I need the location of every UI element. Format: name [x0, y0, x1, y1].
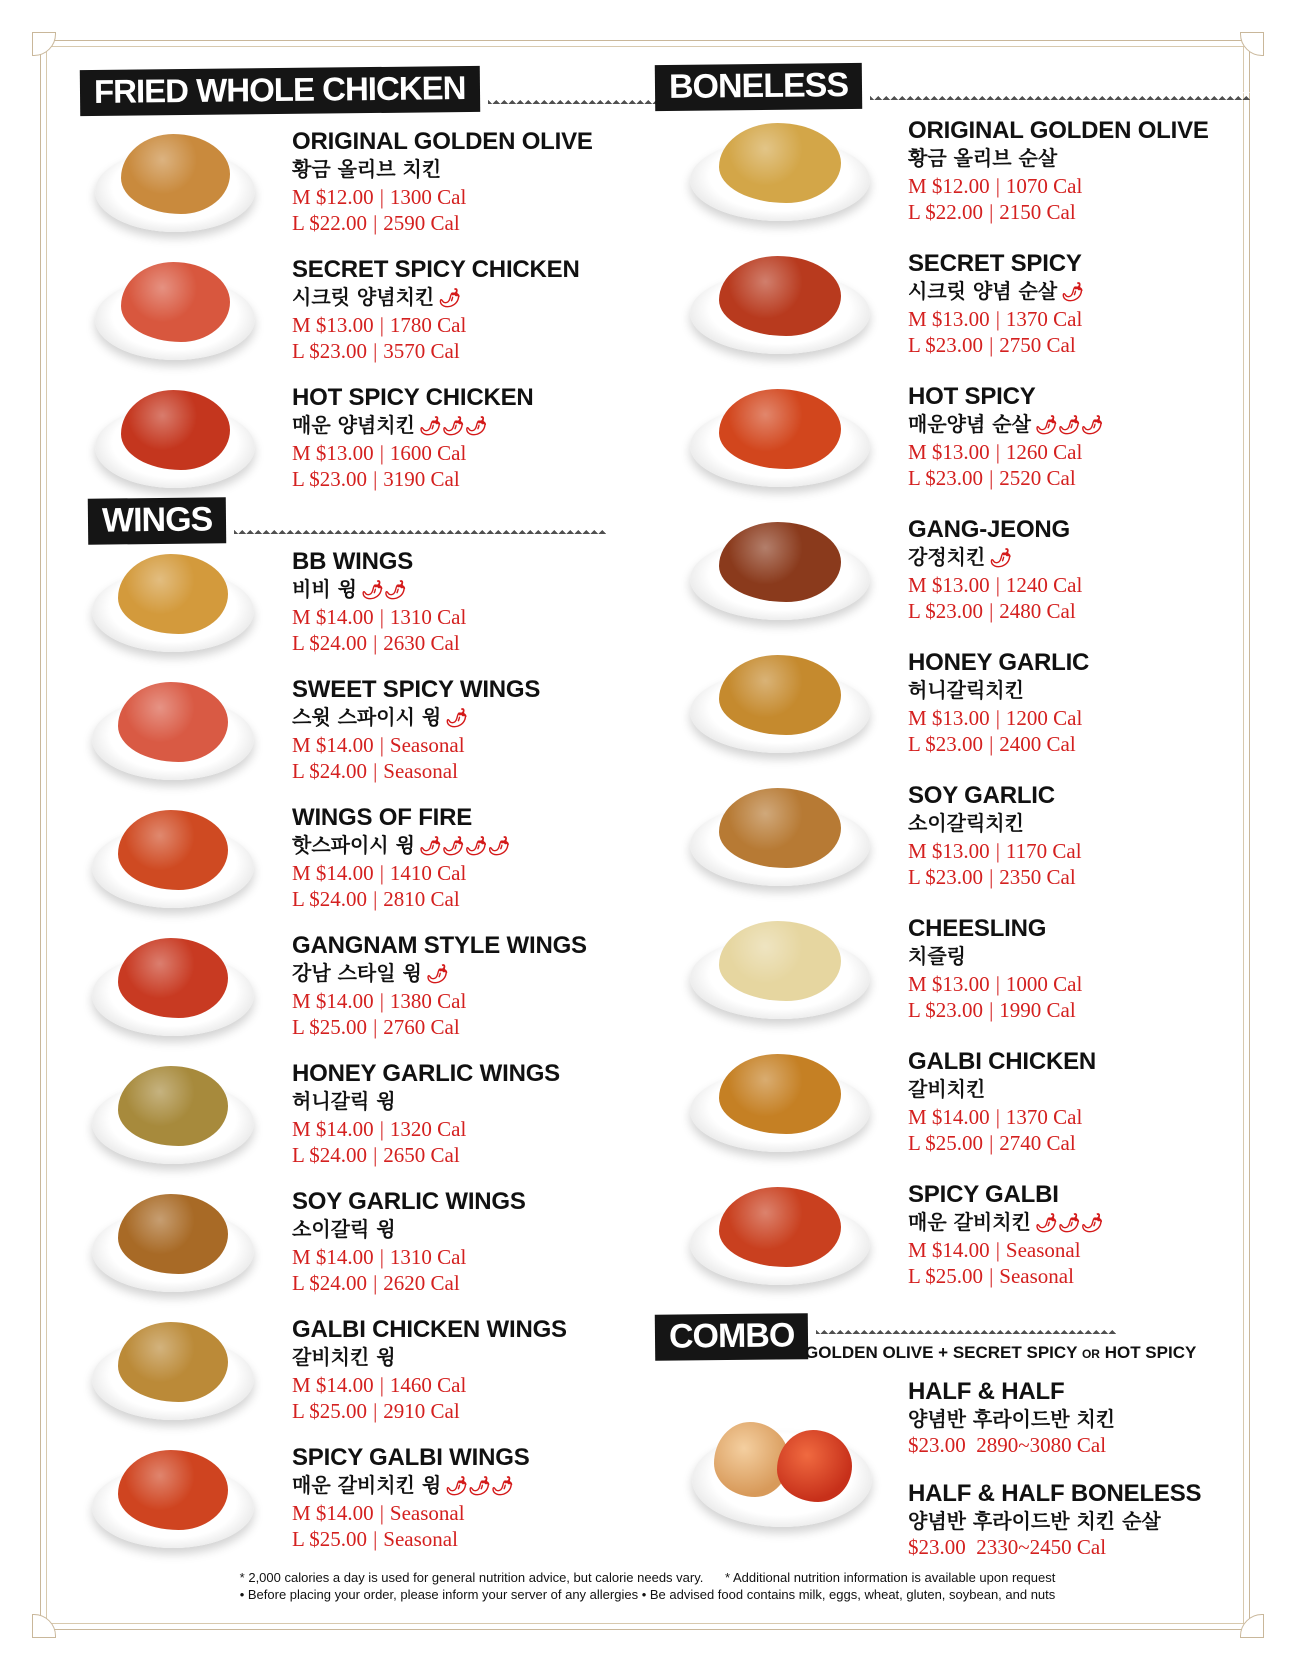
korean-name-text: 황금 올리브 치킨 — [292, 157, 442, 181]
price-value: M $13.00 — [908, 573, 990, 597]
item-korean-name — [908, 145, 1209, 173]
price-value: L $23.00 — [908, 865, 984, 889]
boneless-item — [908, 915, 1082, 1023]
korean-name-text: 치즐링 — [908, 944, 966, 968]
price-value: L $24.00 — [292, 631, 368, 655]
calorie-value: 3570 Cal — [383, 339, 460, 363]
section-title: WINGS — [88, 497, 227, 544]
item-korean-name — [292, 156, 593, 184]
korean-name-text: 소이갈릭치킨 — [908, 811, 1024, 835]
chili-pepper-icon: 🌶🌶🌶 — [445, 1476, 514, 1497]
wing-item — [292, 1060, 560, 1168]
item-name: SECRET SPICY — [908, 250, 1082, 277]
price-value: M $14.00 — [292, 861, 374, 885]
fried-item — [292, 256, 580, 364]
price-value: $23.00 — [908, 1535, 966, 1559]
boneless-item — [908, 1048, 1096, 1156]
item-korean-name — [292, 1088, 560, 1116]
item-name: SWEET SPICY WINGS — [292, 676, 541, 703]
price-value: M $14.00 — [908, 1105, 990, 1129]
calorie-value: 1780 Cal — [389, 313, 467, 337]
combo-item-half-half — [908, 1378, 1115, 1458]
item-korean-name — [292, 704, 540, 732]
price-value: M $13.00 — [908, 706, 990, 730]
item-name: BB WINGS — [292, 548, 414, 575]
section-title: BONELESS — [655, 63, 863, 111]
korean-name-text: 허니갈릭치킨 — [908, 678, 1024, 702]
korean-name-text: 핫스파이시 윙 — [292, 833, 415, 857]
wing-photo — [92, 1448, 254, 1548]
item-price-medium: M $14.00 | 1310 Cal — [292, 1245, 467, 1269]
item-korean-name — [292, 1216, 526, 1244]
item-price-medium: M $14.00 | 1310 Cal — [292, 605, 467, 629]
fried-item — [292, 384, 534, 492]
calorie-value: Seasonal — [1005, 1238, 1081, 1262]
item-price-large: L $25.00 | Seasonal — [908, 1264, 1074, 1288]
item-price-medium: M $13.00 | 1170 Cal — [908, 839, 1082, 863]
item-name: WINGS OF FIRE — [292, 804, 473, 831]
footer-note-1 — [0, 1570, 1295, 1586]
boneless-photo — [690, 919, 870, 1019]
fried-photo — [95, 132, 255, 232]
price-value: L $23.00 — [908, 466, 984, 490]
boneless-photo — [690, 121, 870, 221]
chili-pepper-icon: 🌶🌶🌶🌶 — [418, 836, 511, 857]
item-price-large: L $23.00 | 1990 Cal — [908, 998, 1076, 1022]
combo-subtitle-b: HOT SPICY — [1104, 1343, 1197, 1362]
item-name: HOT SPICY CHICKEN — [292, 384, 534, 411]
item-price-medium: M $14.00 | 1410 Cal — [292, 861, 467, 885]
korean-name-text: 황금 올리브 순살 — [908, 146, 1058, 170]
chili-pepper-icon: 🌶 — [425, 964, 449, 985]
calorie-value: 2400 Cal — [999, 732, 1076, 756]
korean-name-text: 매운양념 순살 — [908, 412, 1031, 436]
price-value: M $13.00 — [908, 972, 990, 996]
price-value: L $23.00 — [908, 333, 984, 357]
chili-pepper-icon: 🌶🌶🌶 — [1034, 415, 1104, 436]
zigzag-divider — [488, 96, 660, 104]
price-value: M $13.00 — [908, 307, 990, 331]
item-price-large: L $23.00 | 2350 Cal — [908, 865, 1076, 889]
calorie-value: 2740 Cal — [999, 1131, 1076, 1155]
price-value: L $25.00 — [292, 1527, 368, 1551]
item-korean-name — [292, 412, 534, 440]
item-korean-name — [292, 832, 510, 860]
fried-photo — [95, 260, 255, 360]
item-name: GALBI CHICKEN WINGS — [292, 1316, 567, 1343]
item-price-medium: M $14.00 | 1370 Cal — [908, 1105, 1083, 1129]
korean-name-text: 갈비치킨 — [908, 1077, 986, 1101]
calorie-value: 2350 Cal — [999, 865, 1076, 889]
item-korean-name — [292, 1344, 567, 1372]
chili-pepper-icon: 🌶 — [445, 708, 469, 729]
wing-photo — [92, 808, 254, 908]
item-price-large: L $23.00 | 2400 Cal — [908, 732, 1076, 756]
korean-name-text: 스윗 스파이시 윙 — [292, 705, 442, 729]
price-value: M $14.00 — [292, 1501, 374, 1525]
price-value: L $24.00 — [292, 1143, 368, 1167]
item-price-medium: M $13.00 | 1780 Cal — [292, 313, 467, 337]
price-value: M $13.00 — [908, 839, 990, 863]
item-price-large: L $25.00 | 2740 Cal — [908, 1131, 1076, 1155]
wing-item — [292, 1444, 530, 1552]
boneless-photo — [690, 786, 870, 886]
boneless-photo — [690, 387, 870, 487]
price-value: L $23.00 — [908, 998, 984, 1022]
price-value: M $14.00 — [292, 733, 374, 757]
item-price-large: L $25.00 | 2910 Cal — [292, 1399, 460, 1423]
calorie-value: 2910 Cal — [383, 1399, 460, 1423]
calorie-value: 1310 Cal — [389, 1245, 467, 1269]
boneless-item — [908, 516, 1082, 624]
section-wings-header — [88, 498, 606, 544]
calorie-value: 2890~3080 Cal — [976, 1433, 1107, 1457]
wing-item — [292, 548, 466, 656]
price-value: M $14.00 — [292, 1245, 374, 1269]
section-boneless-header — [655, 64, 1250, 110]
boneless-photo — [690, 1052, 870, 1152]
section-title: FRIED WHOLE CHICKEN — [80, 66, 480, 116]
boneless-item — [908, 1181, 1103, 1289]
item-price-medium: M $14.00 | 1320 Cal — [292, 1117, 467, 1141]
item-price-large: L $24.00 | 2630 Cal — [292, 631, 460, 655]
calorie-value: 1370 Cal — [1005, 307, 1083, 331]
price-value: L $23.00 — [292, 339, 368, 363]
section-fried-header — [80, 68, 660, 114]
item-korean-name — [908, 1076, 1096, 1104]
calorie-value: 2760 Cal — [383, 1015, 460, 1039]
korean-name-text: 허니갈릭 윙 — [292, 1089, 396, 1113]
item-name: SPICY GALBI — [908, 1181, 1059, 1208]
item-name: HONEY GARLIC — [908, 649, 1090, 676]
calorie-value: 2520 Cal — [999, 466, 1076, 490]
item-korean-name: 양념반 후라이드반 치킨 순살 — [908, 1509, 1161, 1533]
item-name: ORIGINAL GOLDEN OLIVE — [292, 128, 593, 155]
calorie-value: 2590 Cal — [383, 211, 460, 235]
combo-subtitle — [805, 1343, 1196, 1363]
calorie-value: Seasonal — [999, 1264, 1074, 1288]
calorie-value: 1460 Cal — [389, 1373, 467, 1397]
korean-name-text: 강정치킨 — [908, 545, 986, 569]
price-value: L $22.00 — [292, 211, 368, 235]
zigzag-divider — [816, 1326, 1116, 1334]
price-value: L $23.00 — [292, 467, 368, 491]
calorie-value: 1170 Cal — [1005, 839, 1082, 863]
item-price-large: L $24.00 | 2650 Cal — [292, 1143, 460, 1167]
item-price-medium: M $13.00 | 1600 Cal — [292, 441, 467, 465]
calorie-value: 2620 Cal — [383, 1271, 460, 1295]
korean-name-text: 매운 갈비치킨 — [908, 1210, 1031, 1234]
item-price-large: L $22.00 | 2590 Cal — [292, 211, 460, 235]
section-title: COMBO — [655, 1313, 809, 1361]
price-value: M $13.00 — [292, 313, 374, 337]
boneless-photo — [690, 653, 870, 753]
boneless-item — [908, 649, 1089, 757]
item-name: SPICY GALBI WINGS — [292, 1444, 530, 1471]
price-value: L $25.00 — [908, 1131, 984, 1155]
item-price-medium: M $12.00 | 1300 Cal — [292, 185, 467, 209]
zigzag-divider — [234, 526, 606, 534]
item-name: CHEESLING — [908, 915, 1047, 942]
korean-name-text: 비비 윙 — [292, 577, 357, 601]
calorie-value: 1320 Cal — [389, 1117, 467, 1141]
combo-subtitle-or: OR — [1081, 1347, 1100, 1361]
chili-pepper-icon: 🌶 — [989, 548, 1013, 569]
item-name: HALF & HALF — [908, 1378, 1065, 1405]
price-value: M $14.00 — [292, 605, 374, 629]
wing-item — [292, 932, 587, 1040]
wing-photo — [92, 1192, 254, 1292]
item-korean-name — [292, 960, 587, 988]
calorie-value: 1410 Cal — [389, 861, 467, 885]
calorie-value: 1310 Cal — [389, 605, 467, 629]
price-value: L $24.00 — [292, 759, 368, 783]
calorie-value: 1300 Cal — [389, 185, 467, 209]
boneless-item — [908, 250, 1084, 358]
item-price-large: L $23.00 | 2750 Cal — [908, 333, 1076, 357]
price-value: M $13.00 — [292, 441, 374, 465]
calorie-value: 2150 Cal — [999, 200, 1076, 224]
price-value: M $14.00 — [292, 1373, 374, 1397]
wing-item — [292, 804, 510, 912]
calorie-value: 1000 Cal — [1005, 972, 1083, 996]
item-price-large: L $24.00 | Seasonal — [292, 759, 458, 783]
item-price-large: L $24.00 | 2620 Cal — [292, 1271, 460, 1295]
combo-item-half-half-boneless — [908, 1480, 1201, 1560]
footer-note-2: • Before placing your order, please inform your server of any allergies • Be advised food contains milk, eggs, wheat, gluten, soybean, and nuts — [239, 1587, 1056, 1602]
item-price-medium: M $14.00 | 1460 Cal — [292, 1373, 467, 1397]
item-name: GANGNAM STYLE WINGS — [292, 932, 587, 959]
chili-pepper-icon: 🌶 — [438, 288, 462, 309]
fried-item — [292, 128, 593, 236]
calorie-value: Seasonal — [383, 1527, 458, 1551]
item-name: SOY GARLIC WINGS — [292, 1188, 526, 1215]
item-price-large: L $22.00 | 2150 Cal — [908, 200, 1076, 224]
item-korean-name: 양념반 후라이드반 치킨 — [908, 1407, 1116, 1431]
calorie-value: Seasonal — [389, 1501, 465, 1525]
wing-photo — [92, 936, 254, 1036]
calorie-value: 1370 Cal — [1005, 1105, 1083, 1129]
price-value: L $23.00 — [908, 599, 984, 623]
item-price-medium: M $14.00 | Seasonal — [292, 733, 465, 757]
item-price-large: L $23.00 | 3190 Cal — [292, 467, 460, 491]
item-korean-name — [908, 278, 1084, 306]
item-korean-name — [908, 544, 1082, 572]
boneless-item — [908, 782, 1082, 890]
item-price-medium: M $14.00 | Seasonal — [908, 1238, 1081, 1262]
chili-pepper-icon: 🌶🌶 — [360, 580, 407, 601]
item-name: GALBI CHICKEN — [908, 1048, 1097, 1075]
item-korean-name — [292, 1472, 530, 1500]
calorie-value: 2330~2450 Cal — [976, 1535, 1107, 1559]
calorie-value: 2650 Cal — [383, 1143, 460, 1167]
calorie-value: Seasonal — [389, 733, 465, 757]
price-value: M $13.00 — [908, 440, 990, 464]
footer-nutrition-note: * Additional nutrition information is available upon request — [725, 1570, 1056, 1585]
item-name: HONEY GARLIC WINGS — [292, 1060, 560, 1087]
item-price-medium: M $14.00 | 1380 Cal — [292, 989, 467, 1013]
boneless-item — [908, 117, 1209, 225]
price-value: L $23.00 — [908, 732, 984, 756]
calorie-value: 1380 Cal — [389, 989, 467, 1013]
price-value: L $25.00 — [908, 1264, 984, 1288]
calorie-value: 1600 Cal — [389, 441, 467, 465]
item-korean-name — [908, 677, 1089, 705]
calorie-value: 1240 Cal — [1005, 573, 1083, 597]
item-name: SECRET SPICY CHICKEN — [292, 256, 580, 283]
item-price-large: L $25.00 | 2760 Cal — [292, 1015, 460, 1039]
price-value: M $12.00 — [908, 174, 990, 198]
korean-name-text: 시크릿 양념치킨 — [292, 285, 435, 309]
calorie-value: 2630 Cal — [383, 631, 460, 655]
calorie-value: 2750 Cal — [999, 333, 1076, 357]
item-price — [908, 1432, 1115, 1458]
item-korean-name — [292, 576, 466, 604]
korean-name-text: 시크릿 양념 순살 — [908, 279, 1058, 303]
korean-name-text: 소이갈릭 윙 — [292, 1217, 396, 1241]
zigzag-divider — [870, 92, 1250, 100]
wing-photo — [92, 1064, 254, 1164]
boneless-photo — [690, 520, 870, 620]
wing-item — [292, 676, 540, 784]
item-price-large: L $24.00 | 2810 Cal — [292, 887, 460, 911]
item-price — [908, 1534, 1201, 1560]
item-price-medium: M $13.00 | 1000 Cal — [908, 972, 1083, 996]
price-value: M $14.00 — [908, 1238, 990, 1262]
calorie-value: 3190 Cal — [383, 467, 460, 491]
price-value: L $25.00 — [292, 1399, 368, 1423]
item-korean-name — [908, 943, 1082, 971]
calorie-value: Seasonal — [383, 759, 458, 783]
item-korean-name — [908, 810, 1082, 838]
item-price-medium: M $13.00 | 1240 Cal — [908, 573, 1083, 597]
wing-photo — [92, 1320, 254, 1420]
price-value: L $24.00 — [292, 1271, 368, 1295]
price-value: M $12.00 — [292, 185, 374, 209]
item-name: HALF & HALF BONELESS — [908, 1480, 1202, 1507]
item-price-medium: M $13.00 | 1260 Cal — [908, 440, 1083, 464]
item-price-large: L $25.00 | Seasonal — [292, 1527, 458, 1551]
calorie-value: 2480 Cal — [999, 599, 1076, 623]
korean-name-text: 갈비치킨 윙 — [292, 1345, 396, 1369]
item-price-medium: M $13.00 | 1200 Cal — [908, 706, 1083, 730]
korean-name-text: 강남 스타일 윙 — [292, 961, 422, 985]
boneless-photo — [690, 1185, 870, 1285]
price-value: M $14.00 — [292, 1117, 374, 1141]
price-value: L $25.00 — [292, 1015, 368, 1039]
item-price-large: L $23.00 | 2480 Cal — [908, 599, 1076, 623]
item-name: GANG-JEONG — [908, 516, 1071, 543]
price-value: L $24.00 — [292, 887, 368, 911]
item-price-medium: M $13.00 | 1370 Cal — [908, 307, 1083, 331]
calorie-value: 1200 Cal — [1005, 706, 1083, 730]
fried-photo — [95, 388, 255, 488]
item-korean-name — [292, 284, 580, 312]
item-name: HOT SPICY — [908, 383, 1036, 410]
item-korean-name — [908, 411, 1103, 439]
chili-pepper-icon: 🌶🌶🌶 — [418, 416, 488, 437]
combo-subtitle-a: GOLDEN OLIVE + SECRET SPICY — [805, 1343, 1078, 1362]
wing-photo — [92, 680, 254, 780]
chili-pepper-icon: 🌶🌶🌶 — [1034, 1213, 1104, 1234]
item-price-medium: M $12.00 | 1070 Cal — [908, 174, 1083, 198]
item-korean-name — [908, 1209, 1103, 1237]
price-value: L $22.00 — [908, 200, 984, 224]
item-price-large: L $23.00 | 2520 Cal — [908, 466, 1076, 490]
calorie-value: 1990 Cal — [999, 998, 1076, 1022]
boneless-item — [908, 383, 1103, 491]
item-name: SOY GARLIC — [908, 782, 1055, 809]
chili-pepper-icon: 🌶 — [1061, 282, 1085, 303]
wing-item — [292, 1316, 567, 1424]
calorie-value: 2810 Cal — [383, 887, 460, 911]
boneless-photo — [690, 254, 870, 354]
wing-item — [292, 1188, 526, 1296]
combo-dish-photo — [692, 1422, 872, 1532]
item-price-large: L $23.00 | 3570 Cal — [292, 339, 460, 363]
wing-photo — [92, 552, 254, 652]
item-price-medium: M $14.00 | Seasonal — [292, 1501, 465, 1525]
item-name: ORIGINAL GOLDEN OLIVE — [908, 117, 1209, 144]
price-value: M $14.00 — [292, 989, 374, 1013]
korean-name-text: 매운 양념치킨 — [292, 413, 415, 437]
calorie-value: 1260 Cal — [1005, 440, 1083, 464]
korean-name-text: 매운 갈비치킨 윙 — [292, 1473, 442, 1497]
calorie-value: 1070 Cal — [1005, 174, 1083, 198]
footer-calorie-note: * 2,000 calories a day is used for general nutrition advice, but calorie needs vary. — [239, 1570, 704, 1585]
price-value: $23.00 — [908, 1433, 966, 1457]
